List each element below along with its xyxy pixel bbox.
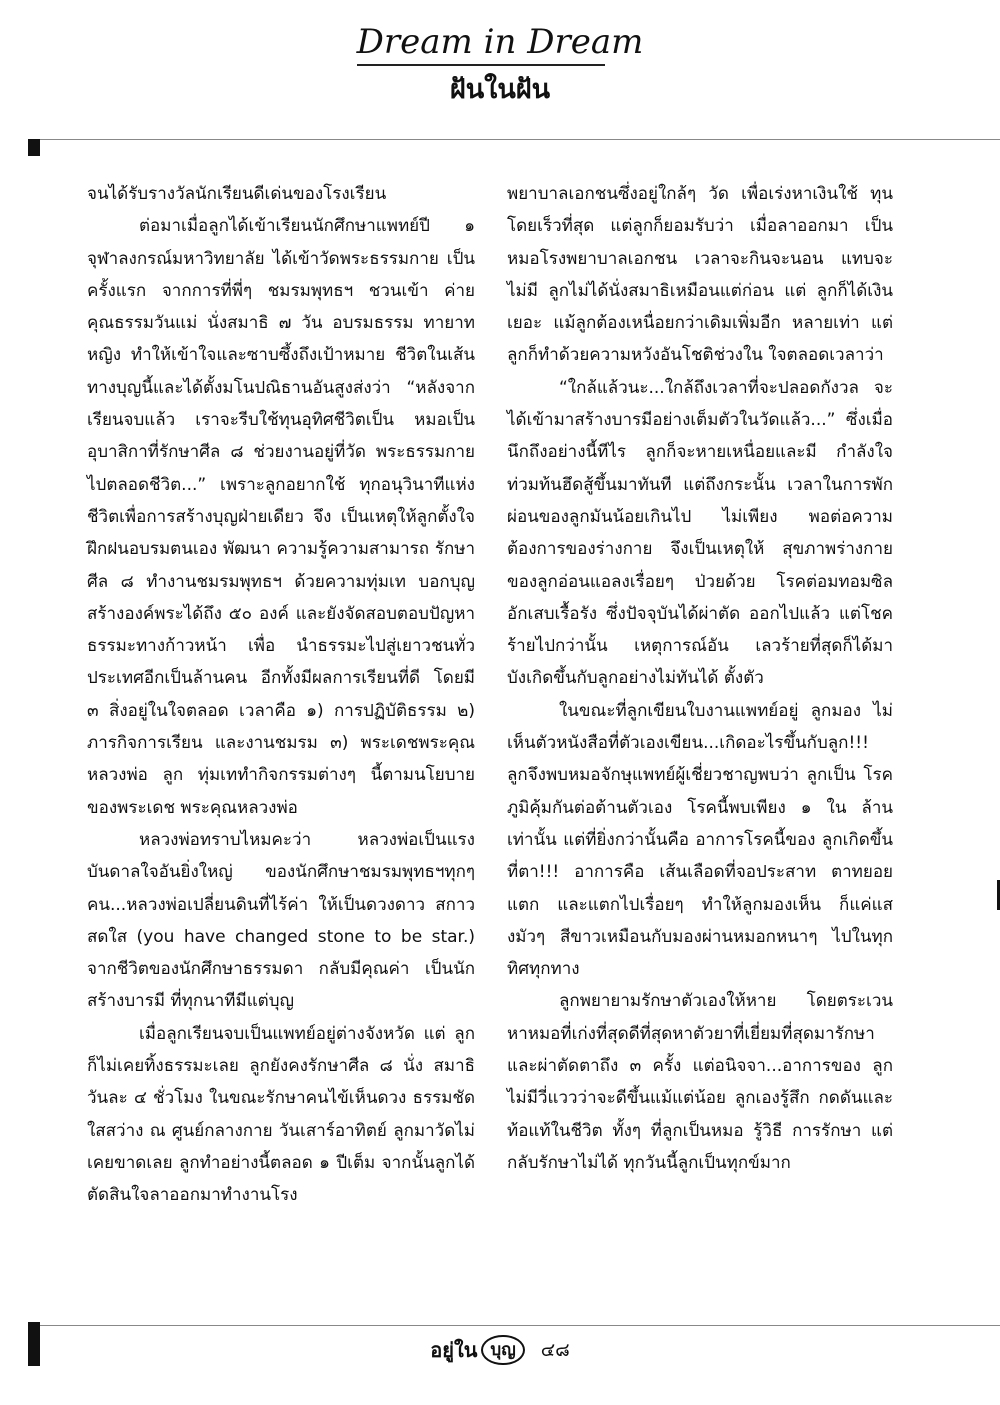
paragraph: “ใกล้แล้วนะ...ใกล้ถึงเวลาที่จะปลอดกังวล จะได้เข้ามาสร้างบารมีอย่างเต็มตัวในวัดแล้ว...” ซึ่งเมื่อนึกถึงอย่างนี้ทีไร ลูกก็จะหายเหนื่อยและมี กำลังใจท่วมท้นฮึดสู้ขึ้นมาทันที แต่ถึงกระนั้น เวลาในการพักผ่อนของลูกมันน้อยเกินไป ไม่เพียง พอต่อความต้องการของร่างกาย จึงเป็นเหตุให้ สุขภาพร่างกายของลูกอ่อนแอลงเรื่อยๆ ป่วยด้วย โรคต่อมทอมซิลอักเสบเรื้อรัง ซึ่งปัจจุบันได้ผ่าตัด ออกไปแล้ว แต่โชคร้ายไปกว่านั้น เหตุการณ์อัน เลวร้ายที่สุดก็ได้มาบังเกิดขึ้นกับลูกอย่างไม่ทันได้ ตั้งตัว — [507, 377, 893, 689]
paragraph: พยาบาลเอกชนซึ่งอยู่ใกล้ๆ วัด เพื่อเร่งหาเงินใช้ ทุนโดยเร็วที่สุด แต่ลูกก็ยอมรับว่า เมื่อลาออกมา เป็นหมอโรงพยาบาลเอกชน เวลาจะกินจะนอน แทบจะไม่มี ลูกไม่ได้นั่งสมาธิเหมือนแต่ก่อน แต่ ลูกก็ได้เงินเยอะ แม้ลูกต้องเหนื่อยกว่าเดิมเพิ่มอีก หลายเท่า แต่ลูกก็ทำด้วยความหวังอันโชติช่วงใน ใจตลอดเวลาว่า — [507, 184, 893, 366]
title-underline — [357, 64, 605, 66]
frame-top-rule — [28, 139, 1000, 140]
logo-ring-text: บุญ — [481, 1335, 524, 1365]
paragraph: ในขณะที่ลูกเขียนใบงานแพทย์อยู่ ลูกมอง ไม่เห็นตัวหนังสือที่ตัวเองเขียน...เกิดอะไรขึ้นกับลูก!!! ลูกจึงพบหมอจักษุแพทย์ผู้เชี่ยวชาญพบว่า ลูกเป็น โรคภูมิคุ้มกันต่อต้านตัวเอง โรคนี้พบเพียง ๑ ใน ล้านเท่านั้น แต่ที่ยิ่งกว่านั้นคือ อาการโรคนี้ของ ลูกเกิดขึ้นที่ตา!!! อาการคือ เส้นเลือดที่จอประสาท ตาทยอยแตก และแตกไปเรื่อยๆ ทำให้ลูกมองเห็น ก็แค่แสงมัวๆ สีขาวเหมือนกับมองผ่านหมอกหนาๆ ไปในทุกทิศทุกทาง — [507, 700, 893, 980]
title-english: Dream in Dream — [356, 22, 644, 62]
paragraph: หลวงพ่อทราบไหมคะว่า หลวงพ่อเป็นแรง บันดาลใจอันยิ่งใหญ่ ของนักศึกษาชมรมพุทธฯทุกๆ คน...หลวงพ่อเปลี่ยนดินที่ไร้ค่า ให้เป็นดวงดาว สกาวสดใส (you have changed stone to be star.) จากชีวิตของนักศึกษาธรรมดา กลับมีคุณค่า เป็นนักสร้างบารมี ที่ทุกนาทีมีแต่บุญ — [87, 829, 475, 1012]
right-column — [507, 178, 893, 1179]
page-number: ๔๘ — [540, 1339, 570, 1361]
magazine-logo — [430, 1334, 524, 1366]
page-footer — [0, 1330, 1000, 1370]
paragraph: เมื่อลูกเรียนจบเป็นแพทย์อยู่ต่างจังหวัด แต่ ลูกก็ไม่เคยทิ้งธรรมะเลย ลูกยังคงรักษาศีล ๘ นั่ง สมาธิวันละ ๔ ชั่วโมง ในขณะรักษาคนไข้เห็นดวง ธรรมชัดใสสว่าง ณ ศูนย์กลางกาย วันเสาร์อาทิตย์ ลูกมาวัดไม่เคยขาดเลย ลูกทำอย่างนี้ตลอด ๑ ปีเต็ม จากนั้นลูกได้ตัดสินใจลาออกมาทำงานโรง — [87, 1023, 475, 1206]
frame-top-bar — [28, 139, 40, 156]
paragraph: จนได้รับรางวัลนักเรียนดีเด่นของโรงเรียน — [87, 184, 387, 204]
title-thai: ฝันในฝัน — [449, 74, 551, 105]
left-column — [87, 178, 475, 1212]
frame-bottom-rule — [28, 1325, 1000, 1326]
paragraph: ลูกพยายามรักษาตัวเองให้หาย โดยตระเวน หาหมอที่เก่งที่สุดดีที่สุดหาตัวยาที่เยี่ยมที่สุดมารักษา และผ่าตัดตาถึง ๓ ครั้ง แต่อนิจจา...อาการของ ลูกไม่มีวี่แววว่าจะดีขึ้นแม้แต่น้อย ลูกเองรู้สึก กดดันและท้อแท้ในชีวิต ทั้งๆ ที่ลูกเป็นหมอ รู้วิธี การรักษา แต่กลับรักษาไม่ได้ ทุกวันนี้ลูกเป็นทุกข์มาก — [507, 991, 893, 1173]
paragraph: ต่อมาเมื่อลูกได้เข้าเรียนนักศึกษาแพทย์ปี ๑ จุฬาลงกรณ์มหาวิทยาลัย ได้เข้าวัดพระธรรมกาย เป็นครั้งแรก จากการที่พี่ๆ ชมรมพุทธฯ ชวนเข้า ค่ายคุณธรรมวันแม่ นั่งสมาธิ ๗ วัน อบรมธรรม ทายาทหญิง ทำให้เข้าใจและซาบซึ้งถึงเป้าหมาย ชีวิตในเส้นทางบุญนี้และได้ตั้งมโนปณิธานอันสูงส่งว่า “หลังจากเรียนจบแล้ว เราจะรีบใช้ทุนอุทิศชีวิตเป็น หมอเป็นอุบาสิกาที่รักษาศีล ๘ ช่วยงานอยู่ที่วัด พระธรรมกายไปตลอดชีวิต...” เพราะลูกอยากใช้ ทุกอนุวินาทีแห่งชีวิตเพื่อการสร้างบุญฝ่ายเดียว จึง เป็นเหตุให้ลูกตั้งใจฝึกฝนอบรมตนเอง พัฒนา ความรู้ความสามารถ รักษาศีล ๘ ทำงานชมรมพุทธฯ ด้วยความทุ่มเท บอกบุญสร้างองค์พระได้ถึง ๕๐ องค์ และยังจัดสอบตอบปัญหาธรรมะทางก้าวหน้า เพื่อ นำธรรมะไปสู่เยาวชนทั่วประเทศอีกเป็นล้านคน อีกทั้งมีผลการเรียนที่ดี โดยมี ๓ สิ่งอยู่ในใจตลอด เวลาคือ ๑) การปฏิบัติธรรม ๒) ภารกิจการเรียน และงานชมรม ๓) พระเดชพระคุณหลวงพ่อ ลูก ทุ่มเททำกิจกรรมต่างๆ นี้ตามนโยบายของพระเดช พระคุณหลวงพ่อ — [87, 216, 475, 818]
logo-text: อยู่ใน — [430, 1338, 478, 1362]
